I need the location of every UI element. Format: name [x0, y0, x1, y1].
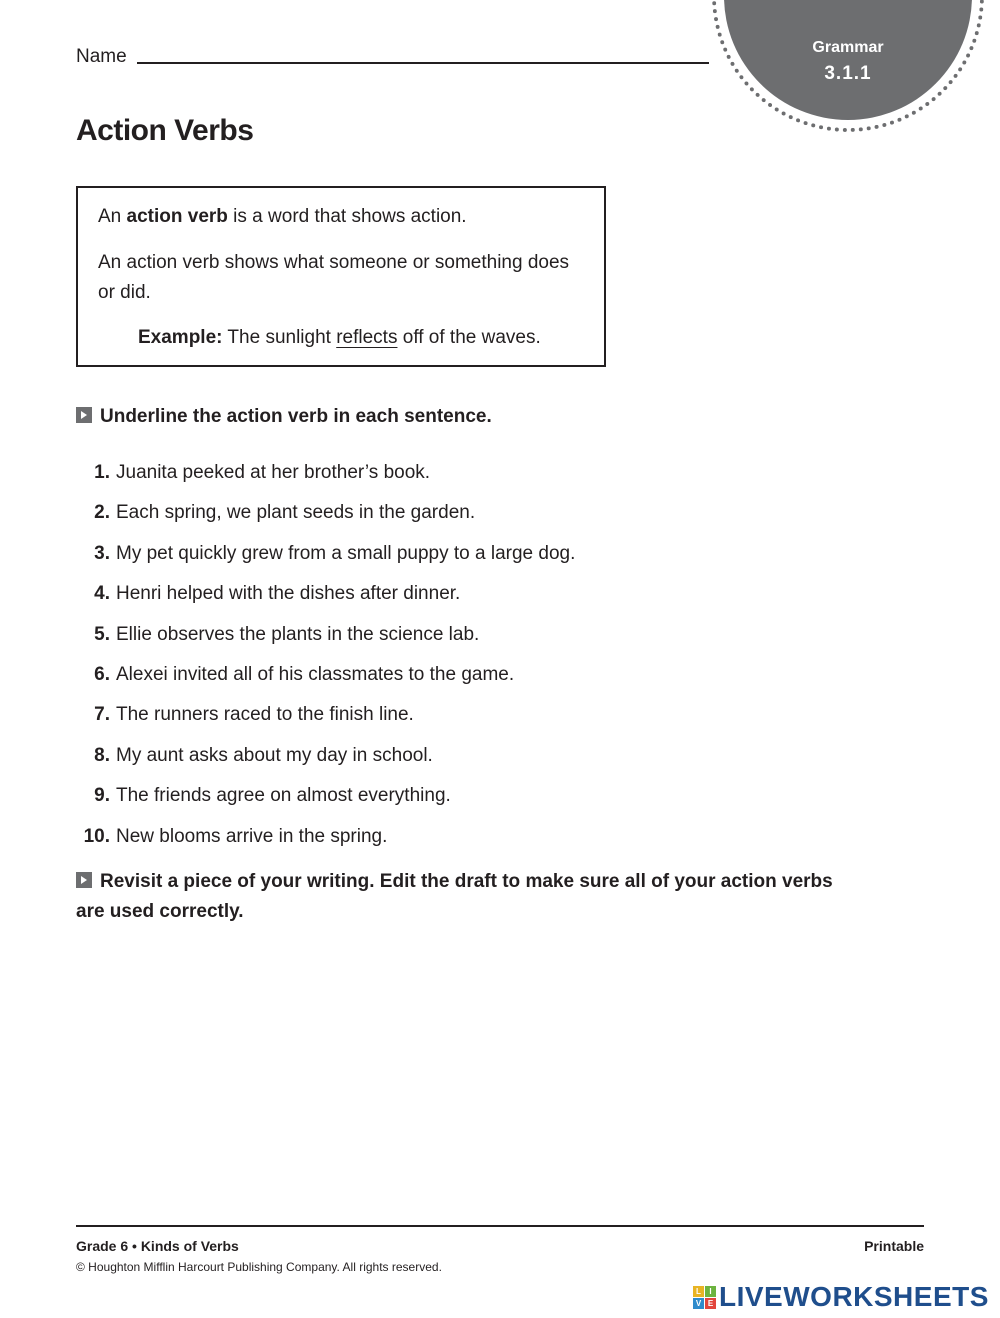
sentence-item[interactable]: [76, 618, 575, 658]
sentence-text[interactable]: Ellie observes the plants in the science lab.: [116, 623, 480, 645]
badge-number: 3.1.1: [824, 63, 872, 84]
definition-example: [138, 323, 541, 353]
instruction-1-text: Underline the action verb in each sentence.: [100, 406, 492, 427]
arrow-icon: [76, 407, 92, 423]
sentence-number: 1.: [94, 462, 110, 483]
name-label: Name: [76, 46, 127, 67]
arrow-icon: [76, 872, 92, 888]
example-label: Example:: [138, 327, 223, 348]
logo-square: V: [693, 1298, 704, 1309]
sentence-item[interactable]: [76, 456, 575, 496]
sentence-item[interactable]: [76, 496, 575, 536]
instruction-1: [76, 402, 492, 432]
sentence-item[interactable]: [76, 658, 575, 698]
logo-squares-icon: [693, 1286, 716, 1309]
sentence-text[interactable]: Alexei invited all of his classmates to the game.: [116, 663, 515, 685]
sentence-number: 10.: [83, 825, 110, 847]
sentence-item[interactable]: [76, 739, 575, 779]
sentence-number: 3.: [94, 542, 110, 564]
definition-term: action verb: [126, 206, 228, 227]
sentence-text[interactable]: My pet quickly grew from a small puppy to a large dog.: [116, 542, 576, 564]
sentence-item[interactable]: [76, 779, 575, 819]
footer-printable: Printable: [864, 1238, 924, 1254]
sentence-text[interactable]: My aunt asks about my day in school.: [116, 744, 433, 766]
page-title: Action Verbs: [76, 114, 254, 147]
logo-square: E: [705, 1298, 716, 1309]
sentence-text[interactable]: Each spring, we plant seeds in the garden.: [116, 502, 476, 524]
sentence-text[interactable]: The friends agree on almost everything.: [116, 785, 451, 807]
example-pre: The sunlight: [222, 327, 337, 348]
badge-title: Grammar: [812, 39, 884, 56]
sentence-text[interactable]: New blooms arrive in the spring.: [116, 825, 388, 847]
logo-square: L: [693, 1286, 704, 1297]
definition-pre: An: [98, 206, 127, 227]
sentence-item[interactable]: [76, 820, 575, 860]
sentence-number: 2.: [94, 502, 110, 524]
sentence-item[interactable]: [76, 577, 575, 617]
liveworksheets-logo: [693, 1281, 989, 1313]
sentence-number: 5.: [94, 623, 110, 645]
logo-square: I: [705, 1286, 716, 1297]
name-line[interactable]: [137, 62, 709, 64]
sentence-number: 8.: [94, 744, 110, 766]
sentence-text[interactable]: Juanita peeked at her brother’s book.: [116, 462, 431, 483]
sentence-item[interactable]: [76, 537, 575, 577]
sentence-item[interactable]: [76, 698, 575, 738]
example-post: off of the waves.: [397, 327, 541, 348]
definition-line-1: [98, 202, 467, 232]
instruction-2: [76, 867, 846, 927]
example-verb: reflects: [336, 327, 398, 348]
sentence-number: 6.: [94, 663, 110, 685]
sentence-number: 4.: [94, 583, 110, 605]
sentence-text[interactable]: The runners raced to the finish line.: [116, 704, 414, 726]
definition-line-2: An action verb shows what someone or something does or did.: [98, 252, 570, 303]
copyright-notice: © Houghton Mifflin Harcourt Publishing Company. All rights reserved.: [76, 1260, 442, 1274]
logo-text: LIVEWORKSHEETS: [719, 1281, 989, 1312]
instruction-2-text: Revisit a piece of your writing. Edit the draft to make sure all of your action verbs are used correctly.: [76, 871, 833, 922]
footer-rule: [76, 1225, 924, 1227]
footer-course: Grade 6 • Kinds of Verbs: [76, 1238, 239, 1254]
sentence-text[interactable]: Henri helped with the dishes after dinner.: [116, 583, 461, 605]
badge-circle: [724, 0, 972, 120]
sentence-list: [76, 456, 575, 860]
sentence-number: 7.: [94, 704, 110, 726]
sentence-number: 9.: [94, 785, 110, 807]
definition-post: is a word that shows action.: [227, 206, 467, 227]
